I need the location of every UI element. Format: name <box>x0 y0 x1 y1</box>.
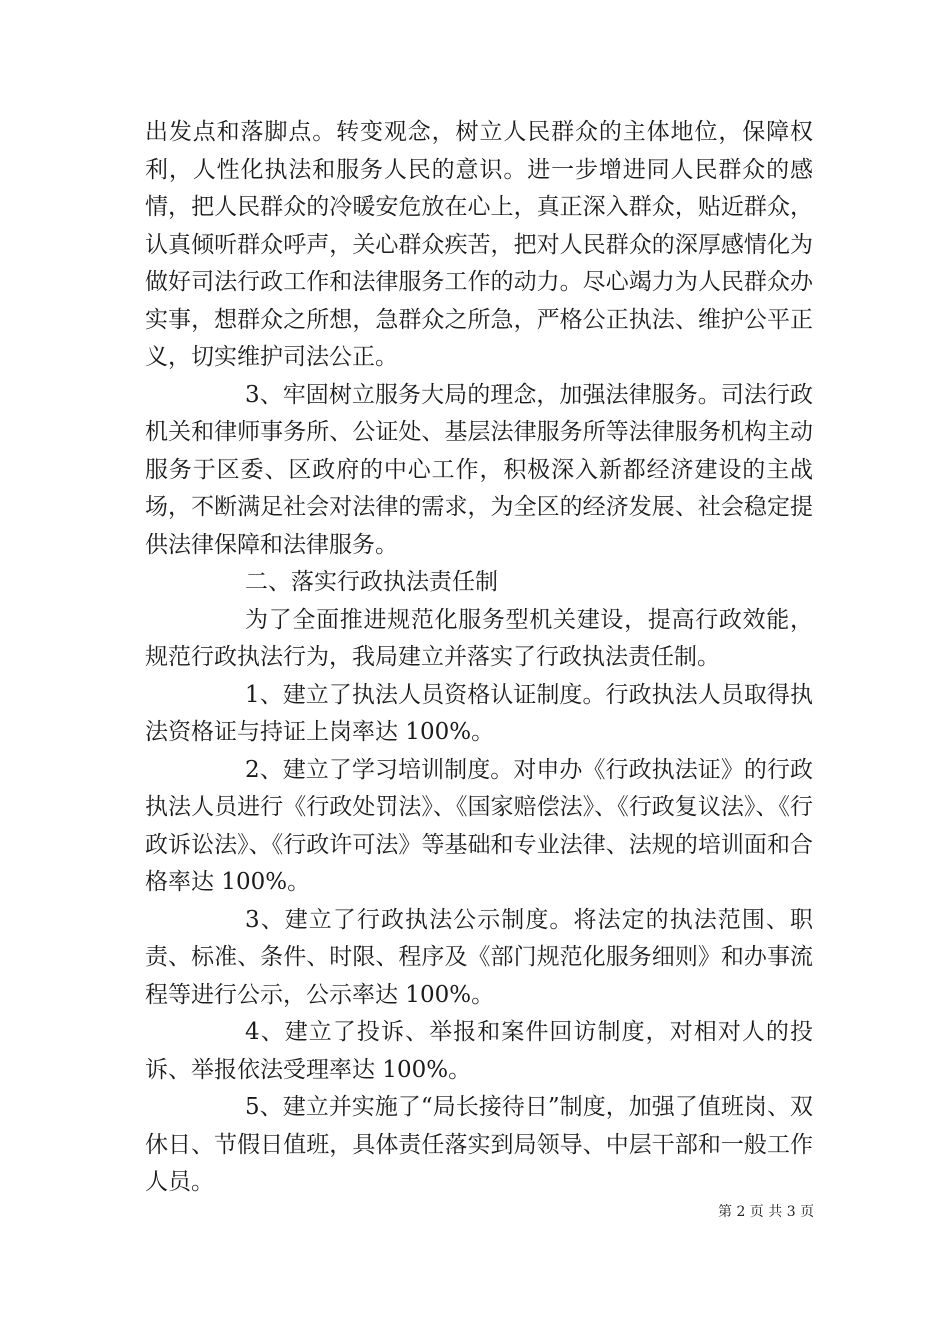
paragraph-item-3-publicity: 3、建立了行政执法公示制度。将法定的执法范围、职责、标准、条件、时限、程序及《部门规范化服务细则》和办事流程等进行公示，公示率达 100%。 <box>145 906 813 1008</box>
paragraph-item-4-complaints: 4、建立了投诉、举报和案件回访制度，对相对人的投诉、举报依法受理率达 100%。 <box>145 1019 813 1083</box>
document-body <box>145 114 813 1202</box>
page-number-footer: 第 2 页 共 3 页 <box>718 1204 815 1220</box>
paragraph-item-5-reception-day: 5、建立并实施了“局长接待日”制度，加强了值班岗、双休日、节假日值班，具体责任落实到局领导、中层干部和一般工作人员。 <box>145 1094 813 1195</box>
paragraph-section-intro: 为了全面推进规范化服务型机关建设，提高行政效能，规范行政执法行为，我局建立并落实了行政执法责任制。 <box>145 606 813 670</box>
section-heading-2: 二、落实行政执法责任制 <box>245 569 498 595</box>
paragraph-item-3-legal-service: 3、牢固树立服务大局的理念，加强法律服务。司法行政机关和律师事务所、公证处、基层法律服务所等法律服务机构主动服务于区委、区政府的中心工作，积极深入新都经济建设的主战场，不断满足社会对法律的需求，为全区的经济发展、社会稳定提供法律保障和法律服务。 <box>145 381 813 558</box>
paragraph-item-2-training: 2、建立了学习培训制度。对申办《行政执法证》的行政执法人员进行《行政处罚法》、《国家赔偿法》、《行政复议法》、《行政诉讼法》、《行政许可法》等基础和专业法律、法规的培训面和合格率达 100%。 <box>145 756 813 895</box>
paragraph-item-1-qualification: 1、建立了执法人员资格认证制度。行政执法人员取得执法资格证与持证上岗率达 100%。 <box>145 681 813 745</box>
paragraph-continuation: 出发点和落脚点。转变观念，树立人民群众的主体地位，保障权利，人性化执法和服务人民的意识。进一步增进同人民群众的感情，把人民群众的冷暖安危放在心上，真正深入群众，贴近群众，认真倾听群众呼声，关心群众疾苦，把对人民群众的深厚感情化为做好司法行政工作和法律服务工作的动力。尽心竭力为人民群众办实事，想群众之所想，急群众之所急，严格公正执法、维护公平正义，切实维护司法公正。 <box>145 119 813 370</box>
